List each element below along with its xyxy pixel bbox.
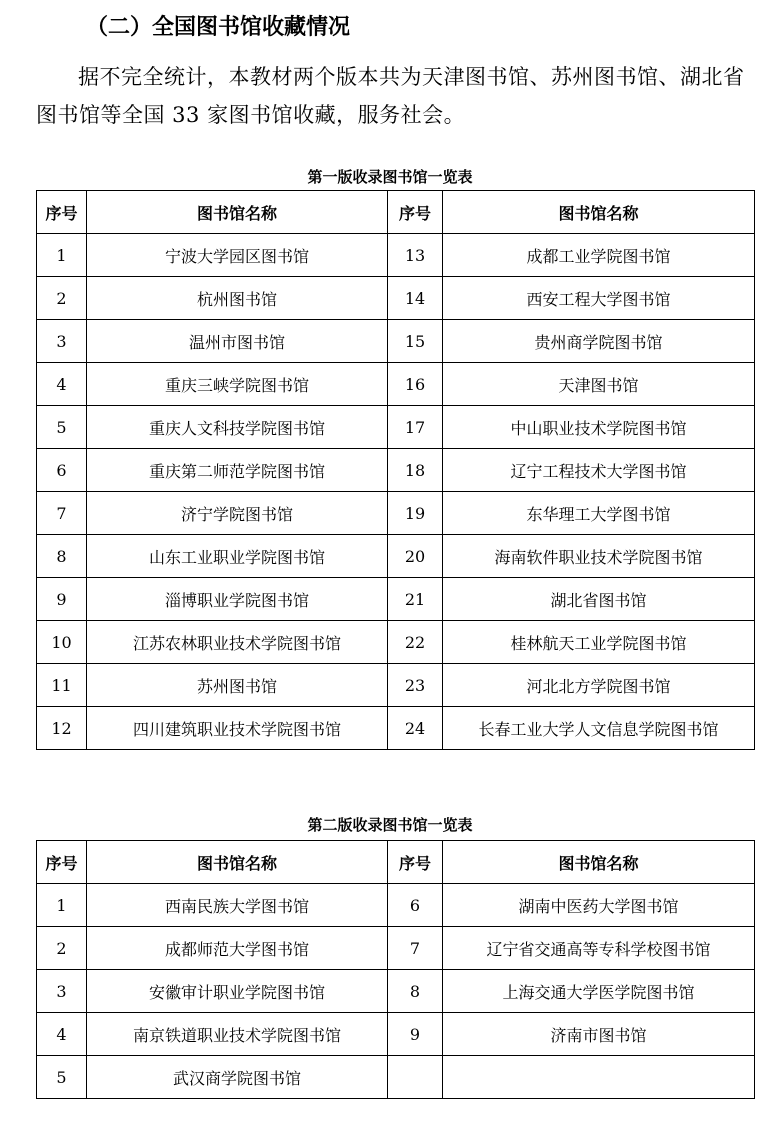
cell-index: 10: [37, 621, 87, 664]
cell-library-name: 成都工业学院图书馆: [443, 234, 755, 277]
cell-library-name: 桂林航天工业学院图书馆: [443, 621, 755, 664]
table-row: [37, 363, 755, 406]
cell-index: 9: [37, 578, 87, 621]
table-row: [37, 1056, 755, 1099]
cell-index: 8: [388, 970, 443, 1013]
table-row: [37, 320, 755, 363]
header-index: 序号: [388, 191, 443, 234]
cell-index: 19: [388, 492, 443, 535]
cell-index: 18: [388, 449, 443, 492]
cell-library-name: 四川建筑职业技术学院图书馆: [87, 707, 388, 750]
cell-index: 8: [37, 535, 87, 578]
table-row: [37, 1013, 755, 1056]
second-edition-library-table: [36, 840, 755, 1099]
cell-library-name: 海南软件职业技术学院图书馆: [443, 535, 755, 578]
header-library-name: 图书馆名称: [443, 841, 755, 884]
cell-index: 3: [37, 970, 87, 1013]
header-library-name: 图书馆名称: [87, 841, 388, 884]
cell-library-name: 重庆人文科技学院图书馆: [87, 406, 388, 449]
cell-library-name: 西安工程大学图书馆: [443, 277, 755, 320]
cell-library-name: 湖南中医药大学图书馆: [443, 884, 755, 927]
cell-library-name: 湖北省图书馆: [443, 578, 755, 621]
table-row: [37, 234, 755, 277]
header-index: 序号: [37, 841, 87, 884]
cell-index: 20: [388, 535, 443, 578]
table-row: [37, 449, 755, 492]
cell-index: 5: [37, 406, 87, 449]
cell-library-name: 淄博职业学院图书馆: [87, 578, 388, 621]
cell-index: 23: [388, 664, 443, 707]
cell-library-name: 西南民族大学图书馆: [87, 884, 388, 927]
table-row: [37, 277, 755, 320]
table-row: [37, 664, 755, 707]
cell-index: 6: [388, 884, 443, 927]
cell-index: 3: [37, 320, 87, 363]
cell-index: 21: [388, 578, 443, 621]
header-library-name: 图书馆名称: [87, 191, 388, 234]
table-row: [37, 406, 755, 449]
cell-library-name: 成都师范大学图书馆: [87, 927, 388, 970]
cell-library-name: 苏州图书馆: [87, 664, 388, 707]
cell-library-name: 南京铁道职业技术学院图书馆: [87, 1013, 388, 1056]
cell-library-name: 贵州商学院图书馆: [443, 320, 755, 363]
cell-index: 2: [37, 277, 87, 320]
intro-paragraph: 据不完全统计，本教材两个版本共为天津图书馆、苏州图书馆、湖北省图书馆等全国 33 家图书馆收藏，服务社会。: [36, 65, 745, 127]
table-row: [37, 492, 755, 535]
cell-library-name: 山东工业职业学院图书馆: [87, 535, 388, 578]
cell-library-name: 辽宁工程技术大学图书馆: [443, 449, 755, 492]
table-header-row: [37, 841, 755, 884]
cell-index: 4: [37, 1013, 87, 1056]
first-edition-library-table: [36, 190, 755, 750]
cell-index: 16: [388, 363, 443, 406]
cell-library-name: 天津图书馆: [443, 363, 755, 406]
cell-library-name: 中山职业技术学院图书馆: [443, 406, 755, 449]
cell-library-name: 济宁学院图书馆: [87, 492, 388, 535]
header-index: 序号: [388, 841, 443, 884]
table-row: [37, 535, 755, 578]
cell-index: [388, 1056, 443, 1099]
cell-library-name: 武汉商学院图书馆: [87, 1056, 388, 1099]
header-library-name: 图书馆名称: [443, 191, 755, 234]
table-row: [37, 578, 755, 621]
cell-index: 14: [388, 277, 443, 320]
cell-index: 24: [388, 707, 443, 750]
header-index: 序号: [37, 191, 87, 234]
cell-index: 15: [388, 320, 443, 363]
cell-library-name: 长春工业大学人文信息学院图书馆: [443, 707, 755, 750]
cell-library-name: 重庆三峡学院图书馆: [87, 363, 388, 406]
table-row: [37, 707, 755, 750]
cell-index: 2: [37, 927, 87, 970]
cell-index: 1: [37, 884, 87, 927]
cell-library-name: 东华理工大学图书馆: [443, 492, 755, 535]
cell-index: 22: [388, 621, 443, 664]
table-row: [37, 884, 755, 927]
cell-library-name: 江苏农林职业技术学院图书馆: [87, 621, 388, 664]
table-header-row: [37, 191, 755, 234]
cell-library-name: 河北北方学院图书馆: [443, 664, 755, 707]
cell-library-name: 上海交通大学医学院图书馆: [443, 970, 755, 1013]
table-1-caption: 第一版收录图书馆一览表: [307, 168, 473, 186]
cell-index: 1: [37, 234, 87, 277]
cell-library-name: 重庆第二师范学院图书馆: [87, 449, 388, 492]
cell-index: 4: [37, 363, 87, 406]
cell-library-name: 宁波大学园区图书馆: [87, 234, 388, 277]
cell-index: 17: [388, 406, 443, 449]
cell-index: 13: [388, 234, 443, 277]
cell-index: 6: [37, 449, 87, 492]
cell-library-name: 温州市图书馆: [87, 320, 388, 363]
section-heading: （二）全国图书馆收藏情况: [86, 15, 351, 40]
cell-library-name: 辽宁省交通高等专科学校图书馆: [443, 927, 755, 970]
cell-library-name: 济南市图书馆: [443, 1013, 755, 1056]
cell-library-name: [443, 1056, 755, 1099]
table-2-caption: 第二版收录图书馆一览表: [307, 816, 473, 834]
cell-index: 5: [37, 1056, 87, 1099]
cell-library-name: 安徽审计职业学院图书馆: [87, 970, 388, 1013]
cell-index: 12: [37, 707, 87, 750]
cell-index: 7: [37, 492, 87, 535]
cell-library-name: 杭州图书馆: [87, 277, 388, 320]
table-row: [37, 970, 755, 1013]
cell-index: 7: [388, 927, 443, 970]
table-row: [37, 621, 755, 664]
cell-index: 9: [388, 1013, 443, 1056]
table-row: [37, 927, 755, 970]
cell-index: 11: [37, 664, 87, 707]
